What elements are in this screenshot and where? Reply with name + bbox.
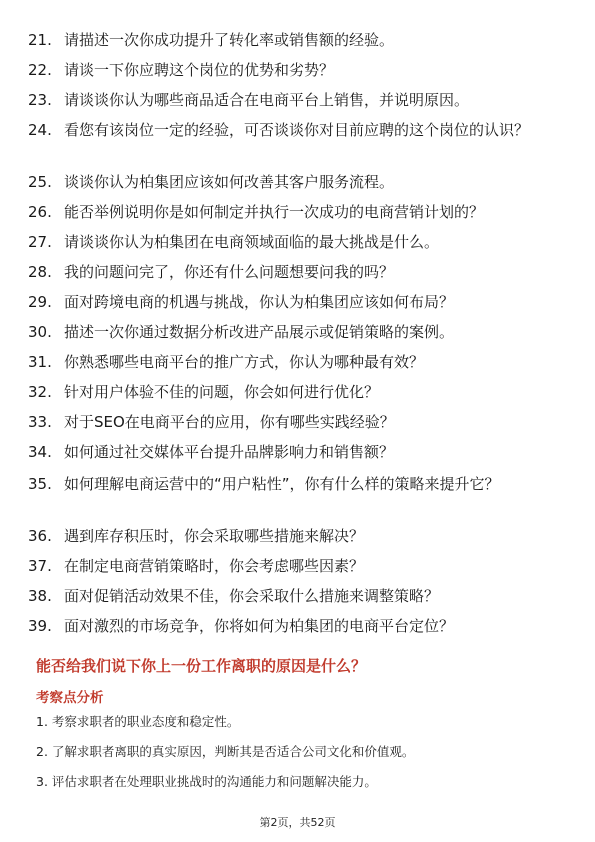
question-text: 对于SEO在电商平台的应用，你有哪些实践经验？ xyxy=(64,413,395,431)
question-text: 如何通过社交媒体平台提升品牌影响力和销售额？ xyxy=(64,443,395,461)
question-number: 30. xyxy=(28,323,52,341)
question-text: 请描述一次你成功提升了转化率或销售额的经验。 xyxy=(64,31,395,49)
question-text: 看您有该岗位一定的经验，可否谈谈你对目前应聘的这个岗位的认识？ xyxy=(64,121,530,139)
question-text: 遇到库存积压时，你会采取哪些措施来解决？ xyxy=(64,527,365,545)
analysis-point: 3. 评估求职者在处理职业挑战时的沟通能力和问题解决能力。 xyxy=(36,774,377,789)
question-item xyxy=(28,526,568,546)
analysis-heading: 考察点分析 xyxy=(36,690,104,706)
question-item xyxy=(28,202,568,222)
question-number: 32. xyxy=(28,383,52,401)
question-item xyxy=(28,382,568,402)
question-number: 25. xyxy=(28,173,52,191)
question-number: 38. xyxy=(28,587,52,605)
question-number: 36. xyxy=(28,527,52,545)
question-text: 我的问题问完了，你还有什么问题想要问我的吗？ xyxy=(64,263,395,281)
question-item xyxy=(28,292,568,312)
question-text: 你熟悉哪些电商平台的推广方式，你认为哪种最有效？ xyxy=(64,353,425,371)
question-text: 谈谈你认为柏集团应该如何改善其客户服务流程。 xyxy=(64,173,395,191)
question-item xyxy=(28,474,568,494)
question-number: 23. xyxy=(28,91,52,109)
analysis-point: 1. 考察求职者的职业态度和稳定性。 xyxy=(36,714,240,729)
question-text: 面对激烈的市场竞争，你将如何为柏集团的电商平台定位？ xyxy=(64,617,455,635)
question-text: 描述一次你通过数据分析改进产品展示或促销策略的案例。 xyxy=(64,323,455,341)
question-item xyxy=(28,352,568,372)
question-number: 37. xyxy=(28,557,52,575)
question-number: 39. xyxy=(28,617,52,635)
question-item xyxy=(28,442,568,462)
question-text: 请谈一下你应聘这个岗位的优势和劣势？ xyxy=(64,61,335,79)
question-item xyxy=(28,60,568,80)
question-item xyxy=(28,120,568,140)
question-number: 31. xyxy=(28,353,52,371)
page-footer: 第2页，共52页 xyxy=(259,816,336,829)
question-text: 能否举例说明你是如何制定并执行一次成功的电商营销计划的？ xyxy=(64,203,485,221)
question-item xyxy=(28,90,568,110)
question-text: 针对用户体验不佳的问题，你会如何进行优化？ xyxy=(64,383,380,401)
question-item xyxy=(28,232,568,252)
question-number: 33. xyxy=(28,413,52,431)
question-item xyxy=(28,412,568,432)
question-text: 如何理解电商运营中的“用户粘性”，你有什么样的策略来提升它？ xyxy=(64,475,500,493)
question-text: 请谈谈你认为柏集团在电商领域面临的最大挑战是什么。 xyxy=(64,233,440,251)
question-text: 面对跨境电商的机遇与挑战，你认为柏集团应该如何布局？ xyxy=(64,293,455,311)
question-text: 面对促销活动效果不佳，你会采取什么措施来调整策略？ xyxy=(64,587,440,605)
question-number: 21. xyxy=(28,31,52,49)
question-item xyxy=(28,322,568,342)
question-number: 28. xyxy=(28,263,52,281)
question-item xyxy=(28,616,568,636)
analysis-point: 2. 了解求职者离职的真实原因，判断其是否适合公司文化和价值观。 xyxy=(36,744,415,759)
question-number: 26. xyxy=(28,203,52,221)
question-number: 22. xyxy=(28,61,52,79)
question-number: 24. xyxy=(28,121,52,139)
section-heading: 能否给我们说下你上一份工作离职的原因是什么？ xyxy=(36,657,367,675)
question-number: 27. xyxy=(28,233,52,251)
question-item xyxy=(28,586,568,606)
question-item xyxy=(28,172,568,192)
question-number: 29. xyxy=(28,293,52,311)
question-number: 34. xyxy=(28,443,52,461)
question-item xyxy=(28,30,568,50)
question-number: 35. xyxy=(28,475,52,493)
question-item xyxy=(28,262,568,282)
question-text: 请谈谈你认为哪些商品适合在电商平台上销售，并说明原因。 xyxy=(64,91,470,109)
question-text: 在制定电商营销策略时，你会考虑哪些因素？ xyxy=(64,557,365,575)
question-item xyxy=(28,556,568,576)
